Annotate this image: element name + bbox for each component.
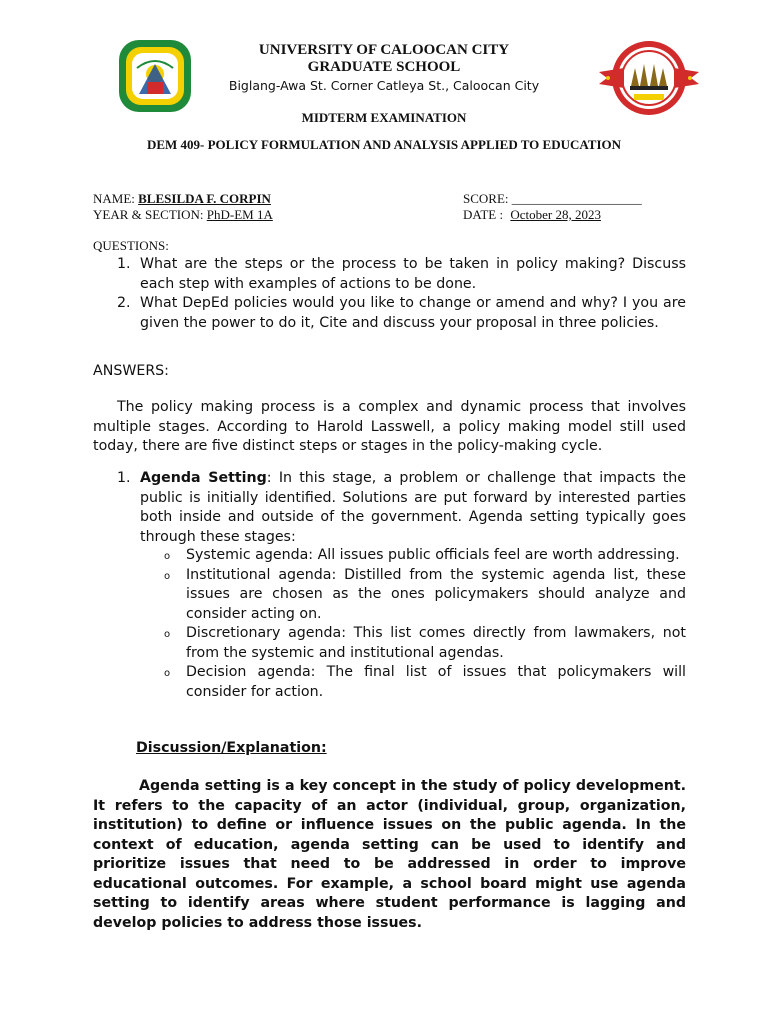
question-item	[117, 255, 686, 294]
questions-heading: QUESTIONS:	[93, 238, 169, 253]
step-number: 1.	[117, 470, 131, 486]
bullet-icon: o	[164, 551, 171, 562]
score-blank: ____________________	[511, 191, 642, 206]
bullet-icon: o	[164, 668, 171, 679]
answer-step-item	[117, 469, 686, 547]
date-row	[463, 207, 601, 223]
question-text: What DepEd policies would you like to change or amend and why? I you are given the power to do it, Cite and discuss your proposal in three policies.	[140, 295, 686, 331]
answers-intro: The policy making process is a complex and dynamic process that involves multiple stages. According to Harold Lasswell, a policy making model still used today, there are five distinct steps or stages in the policy-making cycle.	[93, 399, 686, 454]
exam-date: October 28, 2023	[510, 207, 601, 222]
exam-title: MIDTERM EXAMINATION	[301, 110, 467, 125]
agenda-subitem-text: Institutional agenda: Distilled from the systemic agenda list, these issues are chosen as the ones policymakers should analyze and consider acting on.	[186, 566, 686, 622]
date-label: DATE :	[463, 207, 504, 222]
discussion-heading: Discussion/Explanation:	[136, 740, 327, 756]
agenda-subitems-list	[164, 546, 686, 702]
step-text: : In this stage, a problem or challenge that impacts the public is initially identified. Solutions are put forward by interested parties both inside and outside of the government. Agenda setting typically goes through these stages:	[140, 470, 686, 545]
question-number: 2.	[117, 295, 131, 311]
agenda-subitem	[164, 546, 686, 566]
course-title: DEM 409- POLICY FORMULATION AND ANALYSIS APPLIED TO EDUCATION	[146, 137, 622, 152]
name-label: NAME:	[93, 191, 135, 206]
student-name: BLESILDA F. CORPIN	[138, 191, 271, 206]
agenda-subitem	[164, 624, 686, 663]
score-label: SCORE:	[463, 191, 509, 206]
discussion-text: Agenda setting is a key concept in the study of policy development. It refers to the capacity of an actor (individual, group, organization, institution) to define or influence issues on the public agenda. In the context of education, agenda setting can be used to identify and prioritize issues that need to be addressed in order to improve educational outcomes. For example, a school board might use agenda setting to identify areas where student performance is lagging and develop policies to address those issues.	[93, 778, 686, 931]
score-row	[463, 191, 642, 207]
section-row	[93, 207, 273, 223]
name-row	[93, 191, 271, 207]
questions-list	[117, 255, 686, 333]
question-item	[117, 294, 686, 333]
agenda-subitem-text: Decision agenda: The final list of issues that policymakers will consider for action.	[186, 664, 686, 700]
agenda-subitem	[164, 663, 686, 702]
agenda-subitem-text: Discretionary agenda: This list comes directly from lawmakers, not from the systemic and institutional agendas.	[186, 625, 686, 661]
school-name: GRADUATE SCHOOL	[307, 59, 461, 75]
step-term: Agenda Setting	[140, 470, 267, 486]
student-section: PhD-EM 1A	[206, 207, 273, 222]
agenda-subitem-text: Systemic agenda: All issues public officials feel are worth addressing.	[186, 547, 680, 563]
answers-heading: ANSWERS:	[93, 363, 169, 379]
bullet-icon: o	[164, 570, 171, 582]
agenda-subitem	[164, 566, 686, 625]
school-address: Biglang-Awa St. Corner Catleya St., Caloocan City	[228, 78, 540, 93]
bullet-icon: o	[164, 629, 171, 640]
question-number: 1.	[117, 256, 131, 272]
answer-steps-list	[117, 469, 686, 547]
question-text: What are the steps or the process to be taken in policy making? Discuss each step with examples of actions to be done.	[140, 256, 686, 292]
university-name: UNIVERSITY OF CALOOCAN CITY	[258, 42, 510, 58]
section-label: YEAR & SECTION:	[93, 207, 204, 222]
